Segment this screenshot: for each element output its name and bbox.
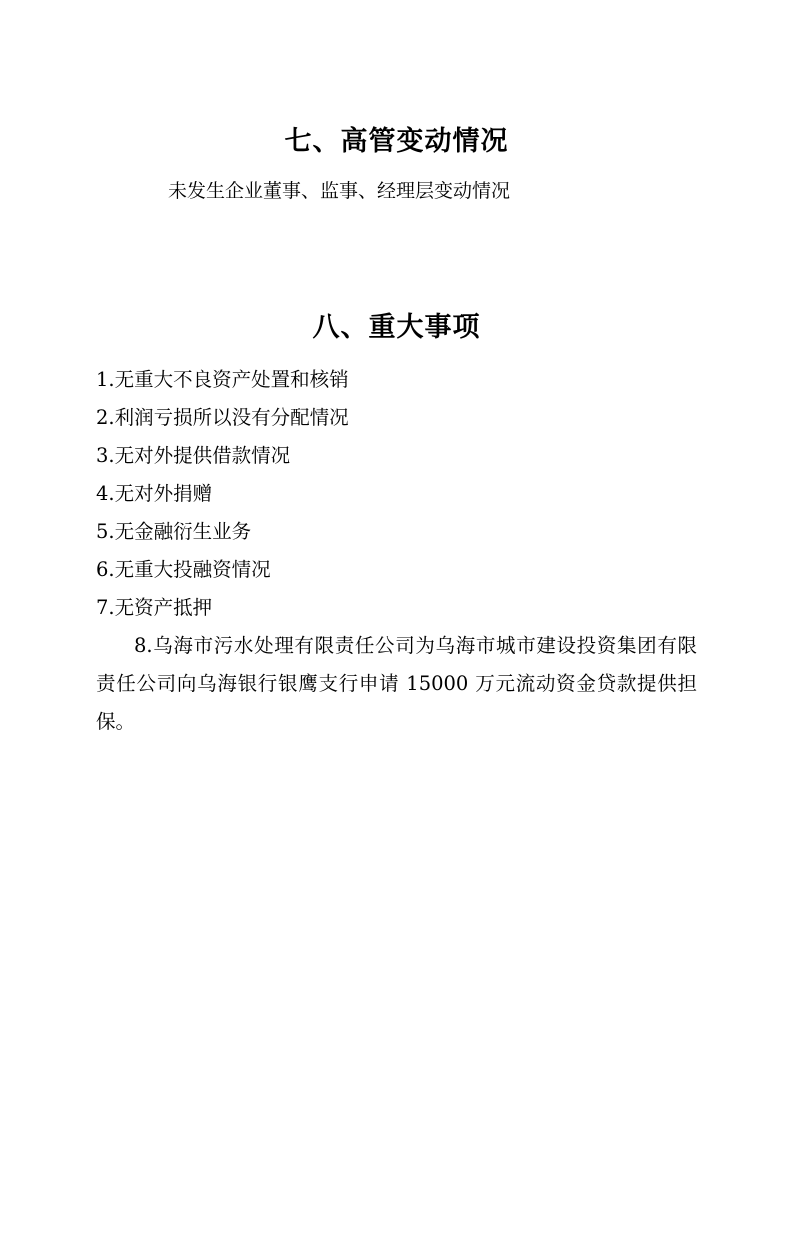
list-item: 6.无重大投融资情况 <box>96 557 271 581</box>
list-item: 3.无对外提供借款情况 <box>96 443 291 467</box>
section-executive-changes <box>96 124 697 206</box>
section-heading-major-matters: 八、重大事项 <box>312 311 481 343</box>
section-heading-executive-changes: 七、高管变动情况 <box>284 126 509 157</box>
list-item: 8.乌海市污水处理有限责任公司为乌海市城市建设投资集团有限责任公司向乌海银行银鹰支行申请 15000 万元流动资金贷款提供担保。 <box>96 633 697 733</box>
section-spacer <box>96 206 697 248</box>
list-item: 7.无资产抵押 <box>96 595 213 619</box>
list-item: 5.无金融衍生业务 <box>96 519 252 543</box>
section-major-matters <box>96 310 697 741</box>
section-body-executive-changes: 未发生企业董事、监事、经理层变动情况 <box>168 180 511 203</box>
document-page <box>0 124 793 1246</box>
list-item: 4.无对外捐赠 <box>96 481 213 505</box>
list-item: 2.利润亏损所以没有分配情况 <box>96 405 349 429</box>
list-item: 1.无重大不良资产处置和核销 <box>96 367 349 391</box>
major-matters-list <box>96 361 697 741</box>
